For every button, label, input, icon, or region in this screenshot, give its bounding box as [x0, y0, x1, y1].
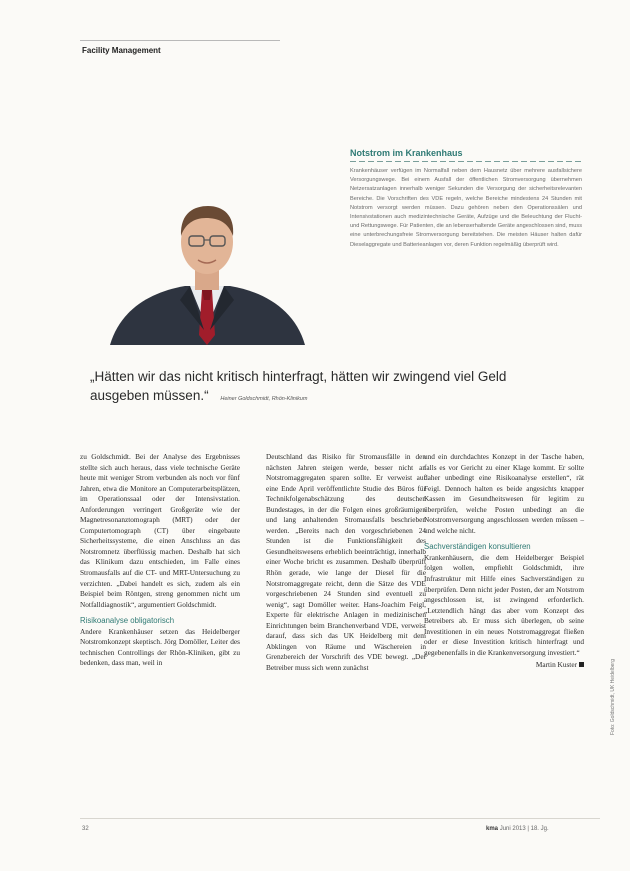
- magazine-name: kma: [486, 826, 499, 832]
- section-label: Facility Management: [82, 46, 161, 55]
- article-column-3: [424, 452, 584, 671]
- infobox-title: Notstrom im Krankenhaus: [350, 148, 463, 158]
- photo-credit: Foto: Goldschmidt, UK Heidelberg: [610, 659, 616, 735]
- issue-date: Juni 2013 | 18. Jg.: [499, 826, 549, 832]
- article-paragraph: zu Goldschmidt. Bei der Analyse des Ergebnisses stellte sich auch heraus, dass viele technische Geräte heute mit weniger Strom verbunden als noch vor fünf Jahren, etwa die Monitore an Computerarbeitsplätzen, im Operationssaal oder der Intensivstation. Anforderungen verringert Großgeräte wie der Magnetresonanztomograph (MRT) oder der Computertomograph (CT) über eingebaute Sicherheitssysteme, die einen Anschluss an das Notstromnetz überflüssig machen. Deshalb hat sich das Klinikum dazu entschieden, im Falle eines Stromausfalls auf die CT- und MRT-Untersuchung zu verzichten. „Dabei handelt es sich, zudem als ein Beispiel beim Röntgen, streng genommen nicht um Notfalldiagnostik“, argumentiert Goldschmidt.: [80, 452, 240, 609]
- pull-quote-text: „Hätten wir das nicht kritisch hinterfragt, hätten wir zwingend viel Geld ausgeben müssen.“: [90, 369, 507, 403]
- article-paragraph: und ein durchdachtes Konzept in der Tasche haben, falls es vor Gericht zu einer Klage kommt. Er sollte daher unbedingt eine Risikoanalyse erstellen“, rät Feigl. Dennoch halten es beide angesichts knapper Kassen im Gesundheitswesen für legitim zu überprüfen, welche Posten unbedingt an die Notstromversorgung angeschlossen werden müssen – und welche nicht.: [424, 452, 584, 535]
- bottom-rule: [80, 818, 600, 819]
- author-name: Martin Kuster: [535, 660, 577, 670]
- top-rule: [80, 40, 280, 41]
- infobox-text: Krankenhäuser verfügen im Normalfall neben dem Hausnetz über mehrere ausfallsichere Versorgungswege. Bei einem Ausfall der öffentlichen Stromversorgung übernehmen Netzersatzanlagen innerhalb weniger Sekunden die Versorgung der sicherheitsrelevanten Bereiche. Die Vorschriften des VDE regeln, welche Bereiche mindestens 24 Stunden mit Notstrom versorgt werden müssen. Dazu gehören neben den Operationssälen und Intensivstationen auch medizintechnische Geräte, Aufzüge und die Beleuchtung der Flucht- und Rettungswege. Für Patienten, die an lebenserhaltende Geräte angeschlossen sind, muss eine unterbrechungsfreie Stromversorgung bereitstehen. Die meisten Häuser halten dafür Dieselaggregate und Batterieanlagen vor, deren Funktion regelmäßig überprüft wird.: [350, 168, 582, 248]
- article-paragraph: Deutschland das Risiko für Stromausfälle in den nächsten Jahren steigen werde, besser nicht an Notstromaggregaten sparen sollte. Er verweist auf eine Ende April veröffentlichte Studie des Büros für Technikfolgenabschätzung des deutschen Bundestages, in der die Folgen eines großräumigen und lang anhaltenden Stromausfalls beschrieben werden. „Bereits nach den vorgeschriebenen 24 Stunden ist die Funktionsfähigkeit des Gesundheitswesens erheblich beeinträchtigt, innerhalb einer Woche bricht es zusammen. Deshalb überprüft Rhön gerade, wie lange der Diesel für die Notstromaggregate reicht, denn die Sätze des VDE vorgeschriebenen 24 Stunden sind eventuell zu wenig“, sagt Domöller weiter. Hans-Joachim Feigl, Experte für elektrische Anlagen in medizinischen Einrichtungen beim Branchenverband VDE, verweist darauf, dass sich das UK Heidelberg mit dem Abklingen von Räume und Wäschereien in Grenzbereich der Vorschrift des VDE bewegt. „Der Betreiber muss sich wenn zunächst: [266, 452, 426, 672]
- article-paragraph: Andere Krankenhäuser setzen das Heidelberger Notstromkonzept skeptisch. Jörg Domöller, Leiter des technischen Controllings der Rhön-Kliniken, gibt zu bedenken, dass man, weil in: [80, 626, 240, 668]
- pull-quote-source: Heiner Goldschmidt, Rhön-Klinikum: [220, 396, 308, 402]
- author-signature: [424, 660, 584, 671]
- end-mark-icon: [579, 662, 584, 667]
- article-column-2: [266, 452, 426, 673]
- article-paragraph: Krankenhäusern, die dem Heidelberger Beispiel folgen wollen, empfiehlt Goldschmidt, ihre Infrastruktur mit Hilfe eines Sachverständigen zu überprüfen. Denn nicht jeder Posten, der am Notstrom angeschlossen ist, ist zwingend erforderlich. „Letztendlich hängt das aber vom Konzept des Betreibers ab. Er muss sich überlegen, ob seine Investitionen in ein neues Notstromaggregat fließen oder er diese Investition kritisch hinterfragt und gegebenenfalls in die Krankenversorgung investiert.“: [424, 552, 584, 657]
- portrait-photo: [80, 160, 328, 345]
- subheading: Sachverständigen konsultieren: [424, 542, 531, 552]
- infobox-rule: [350, 161, 582, 162]
- portrait-illustration: [80, 160, 328, 345]
- article-column-1: [80, 452, 240, 669]
- page-number: 32: [82, 826, 89, 832]
- footer-issue: [486, 826, 549, 832]
- subheading: Risikoanalyse obligatorisch: [80, 616, 175, 626]
- pull-quote: [90, 367, 520, 409]
